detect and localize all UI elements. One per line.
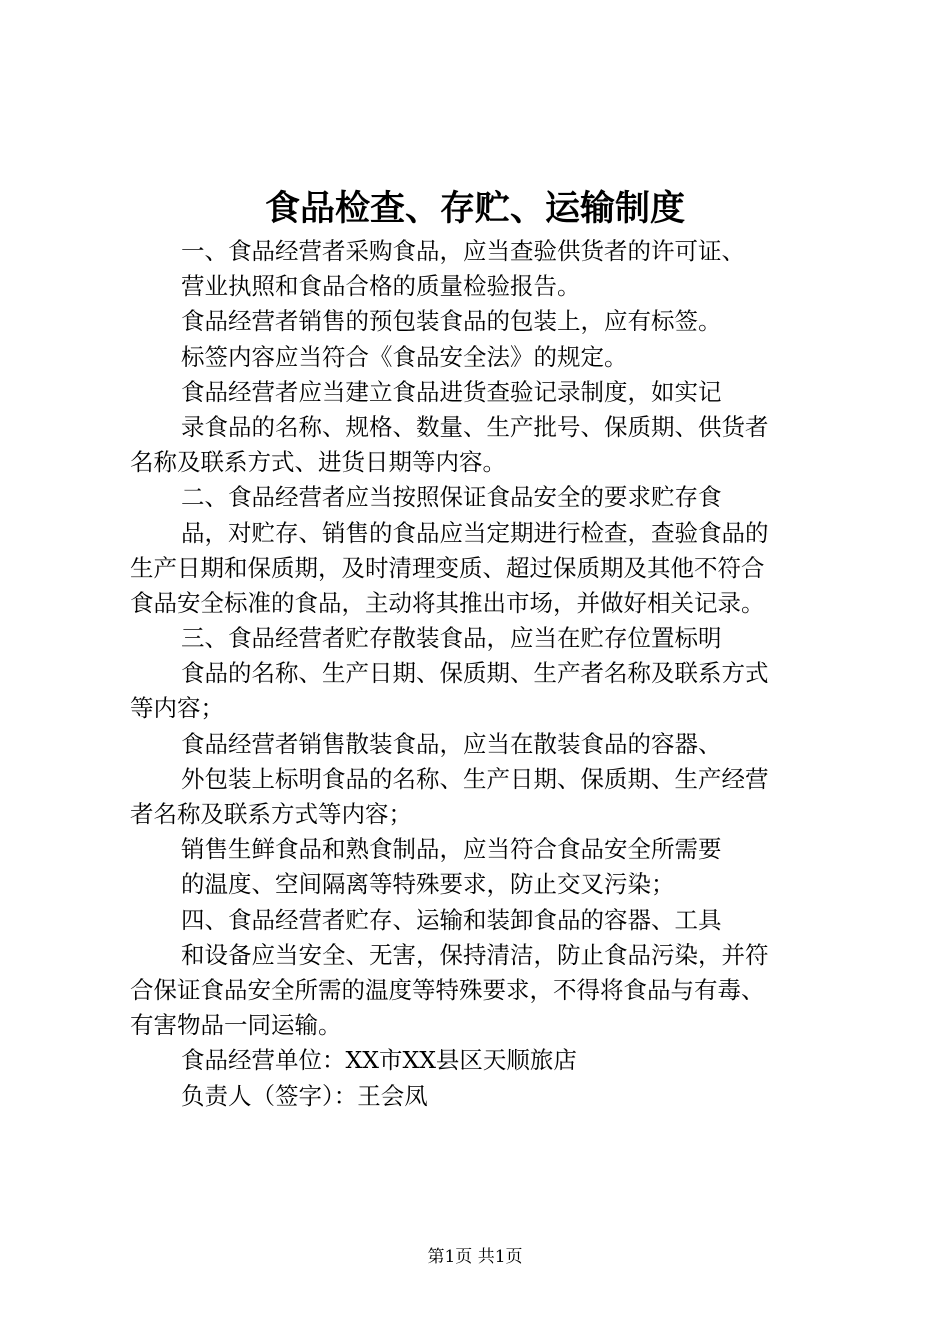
paragraph-line: 销售生鲜食品和熟食制品，应当符合食品安全所需要 [181, 835, 722, 864]
paragraph-line: 生产日期和保质期，及时清理变质、超过保质期及其他不符合 [130, 553, 765, 582]
paragraph-line: 标签内容应当符合《食品安全法》的规定。 [181, 342, 628, 371]
paragraph-line: 食品经营者销售的预包装食品的包装上，应有标签。 [181, 307, 722, 336]
page-number: 第1页 共1页 [427, 1247, 523, 1267]
paragraph-line: 的温度、空间隔离等特殊要求，防止交叉污染； [181, 870, 675, 899]
paragraph-line: 三、食品经营者贮存散装食品，应当在贮存位置标明 [181, 624, 722, 653]
paragraph-line: 食品的名称、生产日期、保质期、生产者名称及联系方式 [181, 659, 769, 688]
paragraph-line: 四、食品经营者贮存、运输和装卸食品的容器、工具 [181, 905, 722, 934]
paragraph-line: 有害物品一同运输。 [130, 1011, 342, 1040]
paragraph-line: 一、食品经营者采购食品，应当查验供货者的许可证、 [181, 237, 745, 265]
paragraph-line: 品，对贮存、销售的食品应当定期进行检查，查验食品的 [181, 518, 769, 547]
paragraph-line: 营业执照和食品合格的质量检验报告。 [181, 272, 581, 301]
paragraph-line: 录食品的名称、规格、数量、生产批号、保质期、供货者 [181, 412, 769, 441]
paragraph-line: 等内容； [130, 694, 224, 723]
paragraph-line: 外包装上标明食品的名称、生产日期、保质期、生产经营 [181, 764, 769, 793]
signatory-line: 负责人（签字）：王会凤 [181, 1081, 428, 1110]
paragraph-line: 食品安全标准的食品，主动将其推出市场，并做好相关记录。 [130, 588, 765, 617]
paragraph-line: 和设备应当安全、无害，保持清洁，防止食品污染，并符 [181, 940, 769, 969]
paragraph-line: 二、食品经营者应当按照保证食品安全的要求贮存食 [181, 483, 722, 512]
business-unit-line: 食品经营单位：XX市XX县区天顺旅店 [181, 1046, 577, 1075]
paragraph-line: 食品经营者应当建立食品进货查验记录制度，如实记 [181, 377, 722, 406]
paragraph-line: 名称及联系方式、进货日期等内容。 [130, 448, 506, 477]
paragraph-line: 食品经营者销售散装食品，应当在散装食品的容器、 [181, 729, 722, 758]
document-title: 食品检查、存贮、运输制度 [264, 188, 685, 229]
paragraph-line: 合保证食品安全所需的温度等特殊要求，不得将食品与有毒、 [130, 975, 765, 1004]
paragraph-line: 者名称及联系方式等内容； [130, 800, 412, 828]
document-body [130, 234, 840, 1114]
